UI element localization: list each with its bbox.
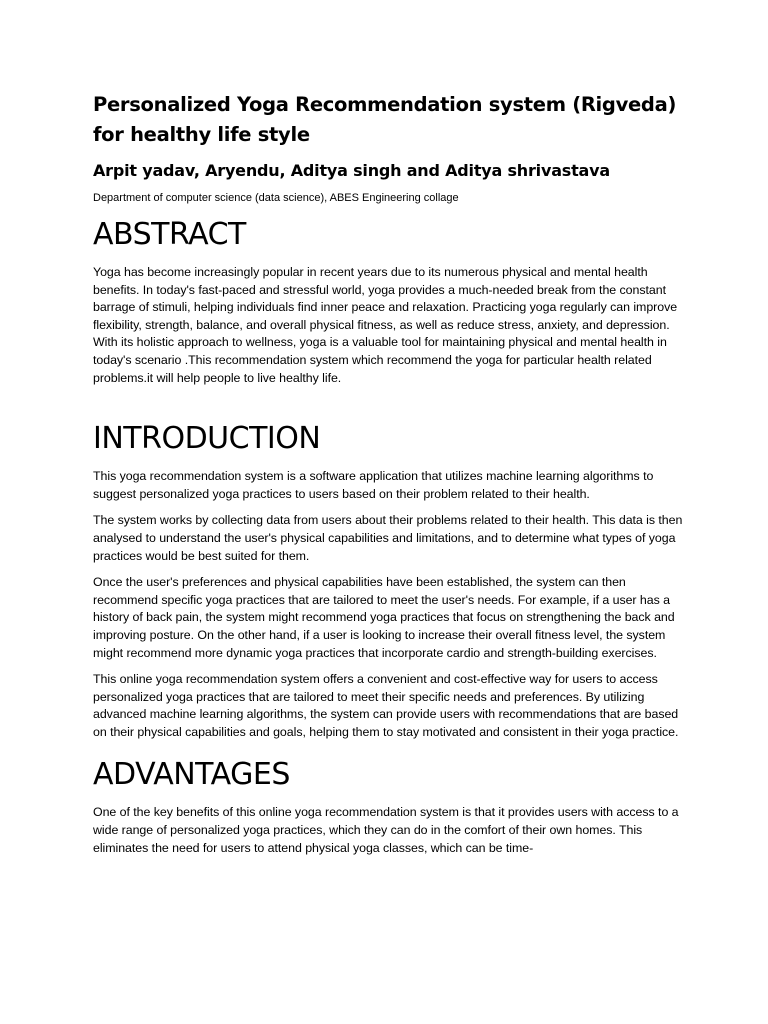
author-list: Arpit yadav, Aryendu, Aditya singh and Aditya shrivastava bbox=[93, 161, 610, 180]
advantages-body bbox=[93, 804, 683, 857]
document-page bbox=[93, 90, 683, 857]
section-heading-introduction: INTRODUCTION bbox=[93, 421, 321, 457]
paragraph: The system works by collecting data from users about their problems related to their health. This data is then analysed to understand the user's physical capabilities and limitations, and to determine what types of yoga practices would be best suited for them. bbox=[93, 513, 683, 563]
paragraph: This online yoga recommendation system offers a convenient and cost-effective way for users to access personalized yoga practices that are tailored to meet their specific needs and preferences. By utilizing advanced machine learning algorithms, the system can provide users with recommendations that are based on their physical capabilities and goals, helping them to stay motivated and consistent in their yoga practice. bbox=[93, 672, 679, 739]
section-heading-advantages: ADVANTAGES bbox=[93, 757, 290, 793]
affiliation: Department of computer science (data science), ABES Engineering collage bbox=[93, 192, 459, 204]
paragraph: Once the user's preferences and physical capabilities have been established, the system can then recommend specific yoga practices that are tailored to meet the user's needs. For example, if a user has a history of back pain, the system might recommend yoga practices that focus on strengthening the back and improving posture. On the other hand, if a user is looking to increase their overall fitness level, the system might recommend more dynamic yoga practices that incorporate cardio and strength-building exercises. bbox=[93, 575, 675, 660]
abstract-body bbox=[93, 264, 683, 387]
abstract-section bbox=[93, 217, 683, 387]
introduction-section bbox=[93, 421, 683, 741]
paragraph: Yoga has become increasingly popular in recent years due to its numerous physical and mental health benefits. In today's fast-paced and stressful world, yoga provides a much-needed break from the constant barrage of stimuli, helping individuals find inner peace and relaxation. Practicing yoga regularly can improve flexibility, strength, balance, and overall physical fitness, as well as reduce stress, anxiety, and depression. With its holistic approach to wellness, yoga is a valuable tool for maintaining physical and mental health in today's scenario .This recommendation system which recommend the yoga for particular health related problems.it will help people to live healthy life. bbox=[93, 265, 678, 385]
paragraph: This yoga recommendation system is a software application that utilizes machine learning algorithms to suggest personalized yoga practices to users based on their problem related to their health. bbox=[93, 469, 654, 501]
introduction-body bbox=[93, 468, 683, 741]
advantages-section bbox=[93, 757, 683, 857]
paragraph: One of the key benefits of this online yoga recommendation system is that it provides users with access to a wide range of personalized yoga practices, which they can do in the comfort of their own homes. This eliminates the need for users to attend physical yoga classes, which can be time- bbox=[93, 805, 679, 855]
paper-title: Personalized Yoga Recommendation system (Rigveda) for healthy life style bbox=[93, 93, 677, 146]
section-heading-abstract: ABSTRACT bbox=[93, 217, 246, 252]
